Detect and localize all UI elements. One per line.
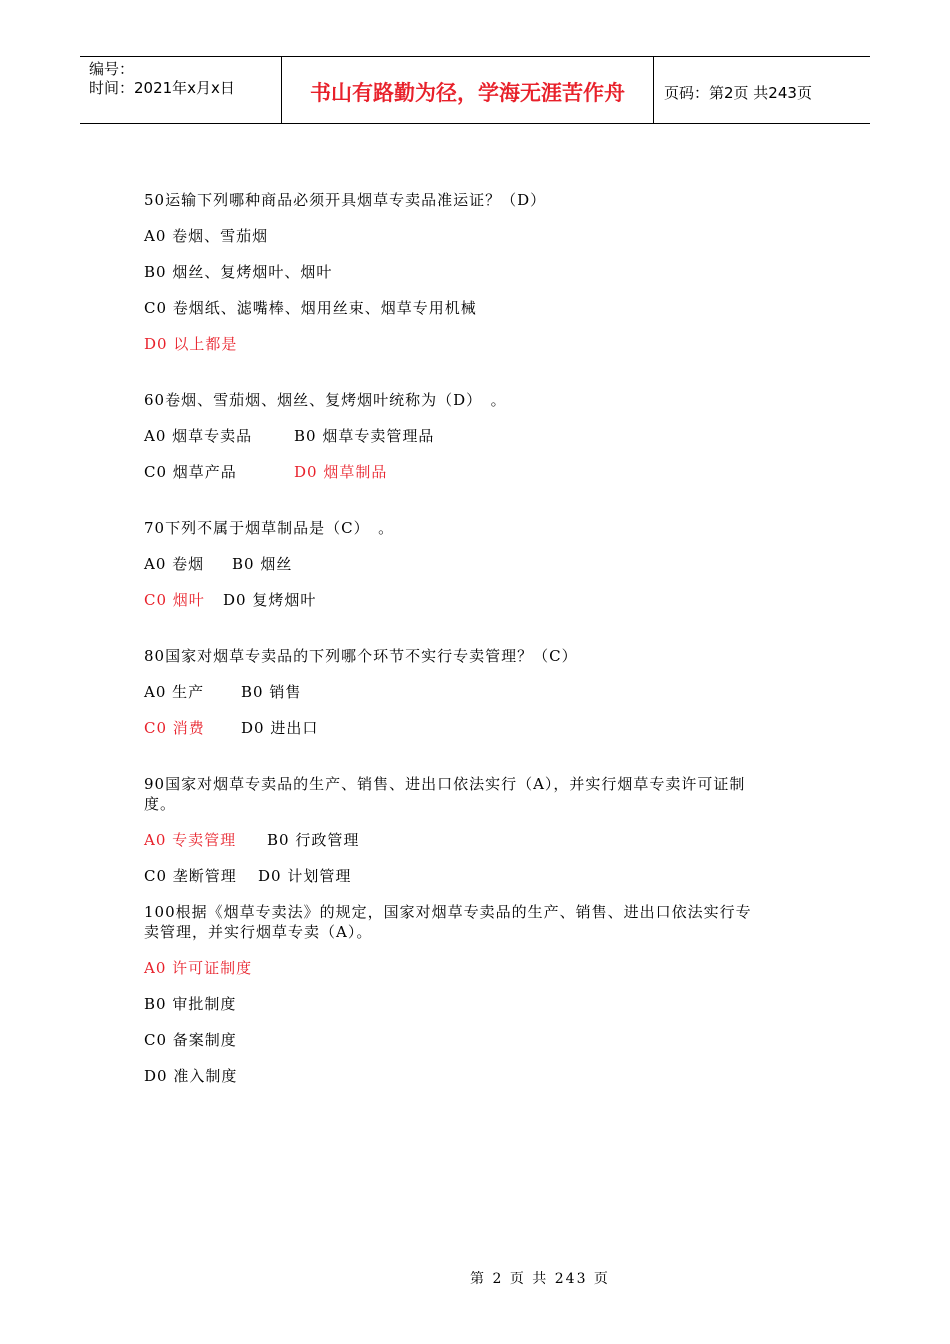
option-row (144, 866, 809, 886)
question-text-line2: 卖管理，并实行烟草专卖（A）。 (144, 923, 373, 941)
question-text: 80国家对烟草专卖品的下列哪个环节不实行专卖管理？（C） (144, 647, 578, 665)
option-c: C0 垄断管理 (144, 867, 237, 885)
option-b: B0 审批制度 (144, 995, 237, 1013)
option-b: B0 销售 (241, 683, 302, 701)
header-meta (80, 57, 282, 123)
option-c-answer: C0 烟叶 (144, 591, 205, 609)
question-text-line1: 100根据《烟草专卖法》的规定，国家对烟草专卖品的生产、销售、进出口依法实行专 (144, 903, 752, 921)
option-c: C0 卷烟纸、滤嘴棒、烟用丝束、烟草专用机械 (144, 299, 477, 317)
option-b: B0 烟草专卖管理品 (294, 427, 435, 445)
question-text: 70下列不属于烟草制品是（C） 。 (144, 519, 395, 537)
option-row (144, 426, 809, 446)
option-a: A0 卷烟 (144, 555, 205, 573)
page-footer: 第 2 页 共 243 页 (470, 1271, 610, 1287)
option-a-answer: A0 许可证制度 (144, 959, 253, 977)
option-d: D0 复烤烟叶 (223, 591, 317, 609)
option-a-answer: A0 专卖管理 (144, 831, 237, 849)
question-text-line1: 90国家对烟草专卖品的生产、销售、进出口依法实行（A），并实行烟草专卖许可证制 (144, 775, 746, 793)
option-row (144, 590, 809, 610)
option-a: A0 烟草专卖品 (144, 427, 253, 445)
option-d: D0 准入制度 (144, 1067, 238, 1085)
option-c-answer: C0 消费 (144, 719, 205, 737)
option-c: C0 烟草产品 (144, 463, 237, 481)
option-d: D0 进出口 (241, 719, 319, 737)
option-b: B0 烟丝、复烤烟叶、烟叶 (144, 263, 333, 281)
header-motto: 书山有路勤为径，学海无涯苦作舟 (282, 57, 654, 123)
option-row (144, 462, 809, 482)
option-d-answer: D0 以上都是 (144, 335, 238, 353)
question-list (144, 190, 809, 1102)
option-c: C0 备案制度 (144, 1031, 237, 1049)
option-row (144, 682, 809, 702)
option-row (144, 830, 809, 850)
question-text: 60卷烟、雪茄烟、烟丝、复烤烟叶统称为（D） 。 (144, 391, 507, 409)
question-text-line2: 度。 (144, 795, 177, 813)
header-number-label: 编号： (89, 60, 135, 78)
header-page-info: 页码：第2页 共243页 (664, 83, 812, 102)
header-time-label: 时间：2021年x月x日 (89, 79, 235, 97)
option-row (144, 718, 809, 738)
option-b: B0 行政管理 (267, 831, 360, 849)
option-b: B0 烟丝 (232, 555, 293, 573)
option-row (144, 554, 809, 574)
option-a: A0 卷烟、雪茄烟 (144, 227, 269, 245)
question-text: 50运输下列哪种商品必须开具烟草专卖品准运证？（D） (144, 191, 547, 209)
option-d-answer: D0 烟草制品 (294, 463, 388, 481)
option-d: D0 计划管理 (258, 867, 352, 885)
page-header (80, 56, 870, 124)
option-a: A0 生产 (144, 683, 205, 701)
